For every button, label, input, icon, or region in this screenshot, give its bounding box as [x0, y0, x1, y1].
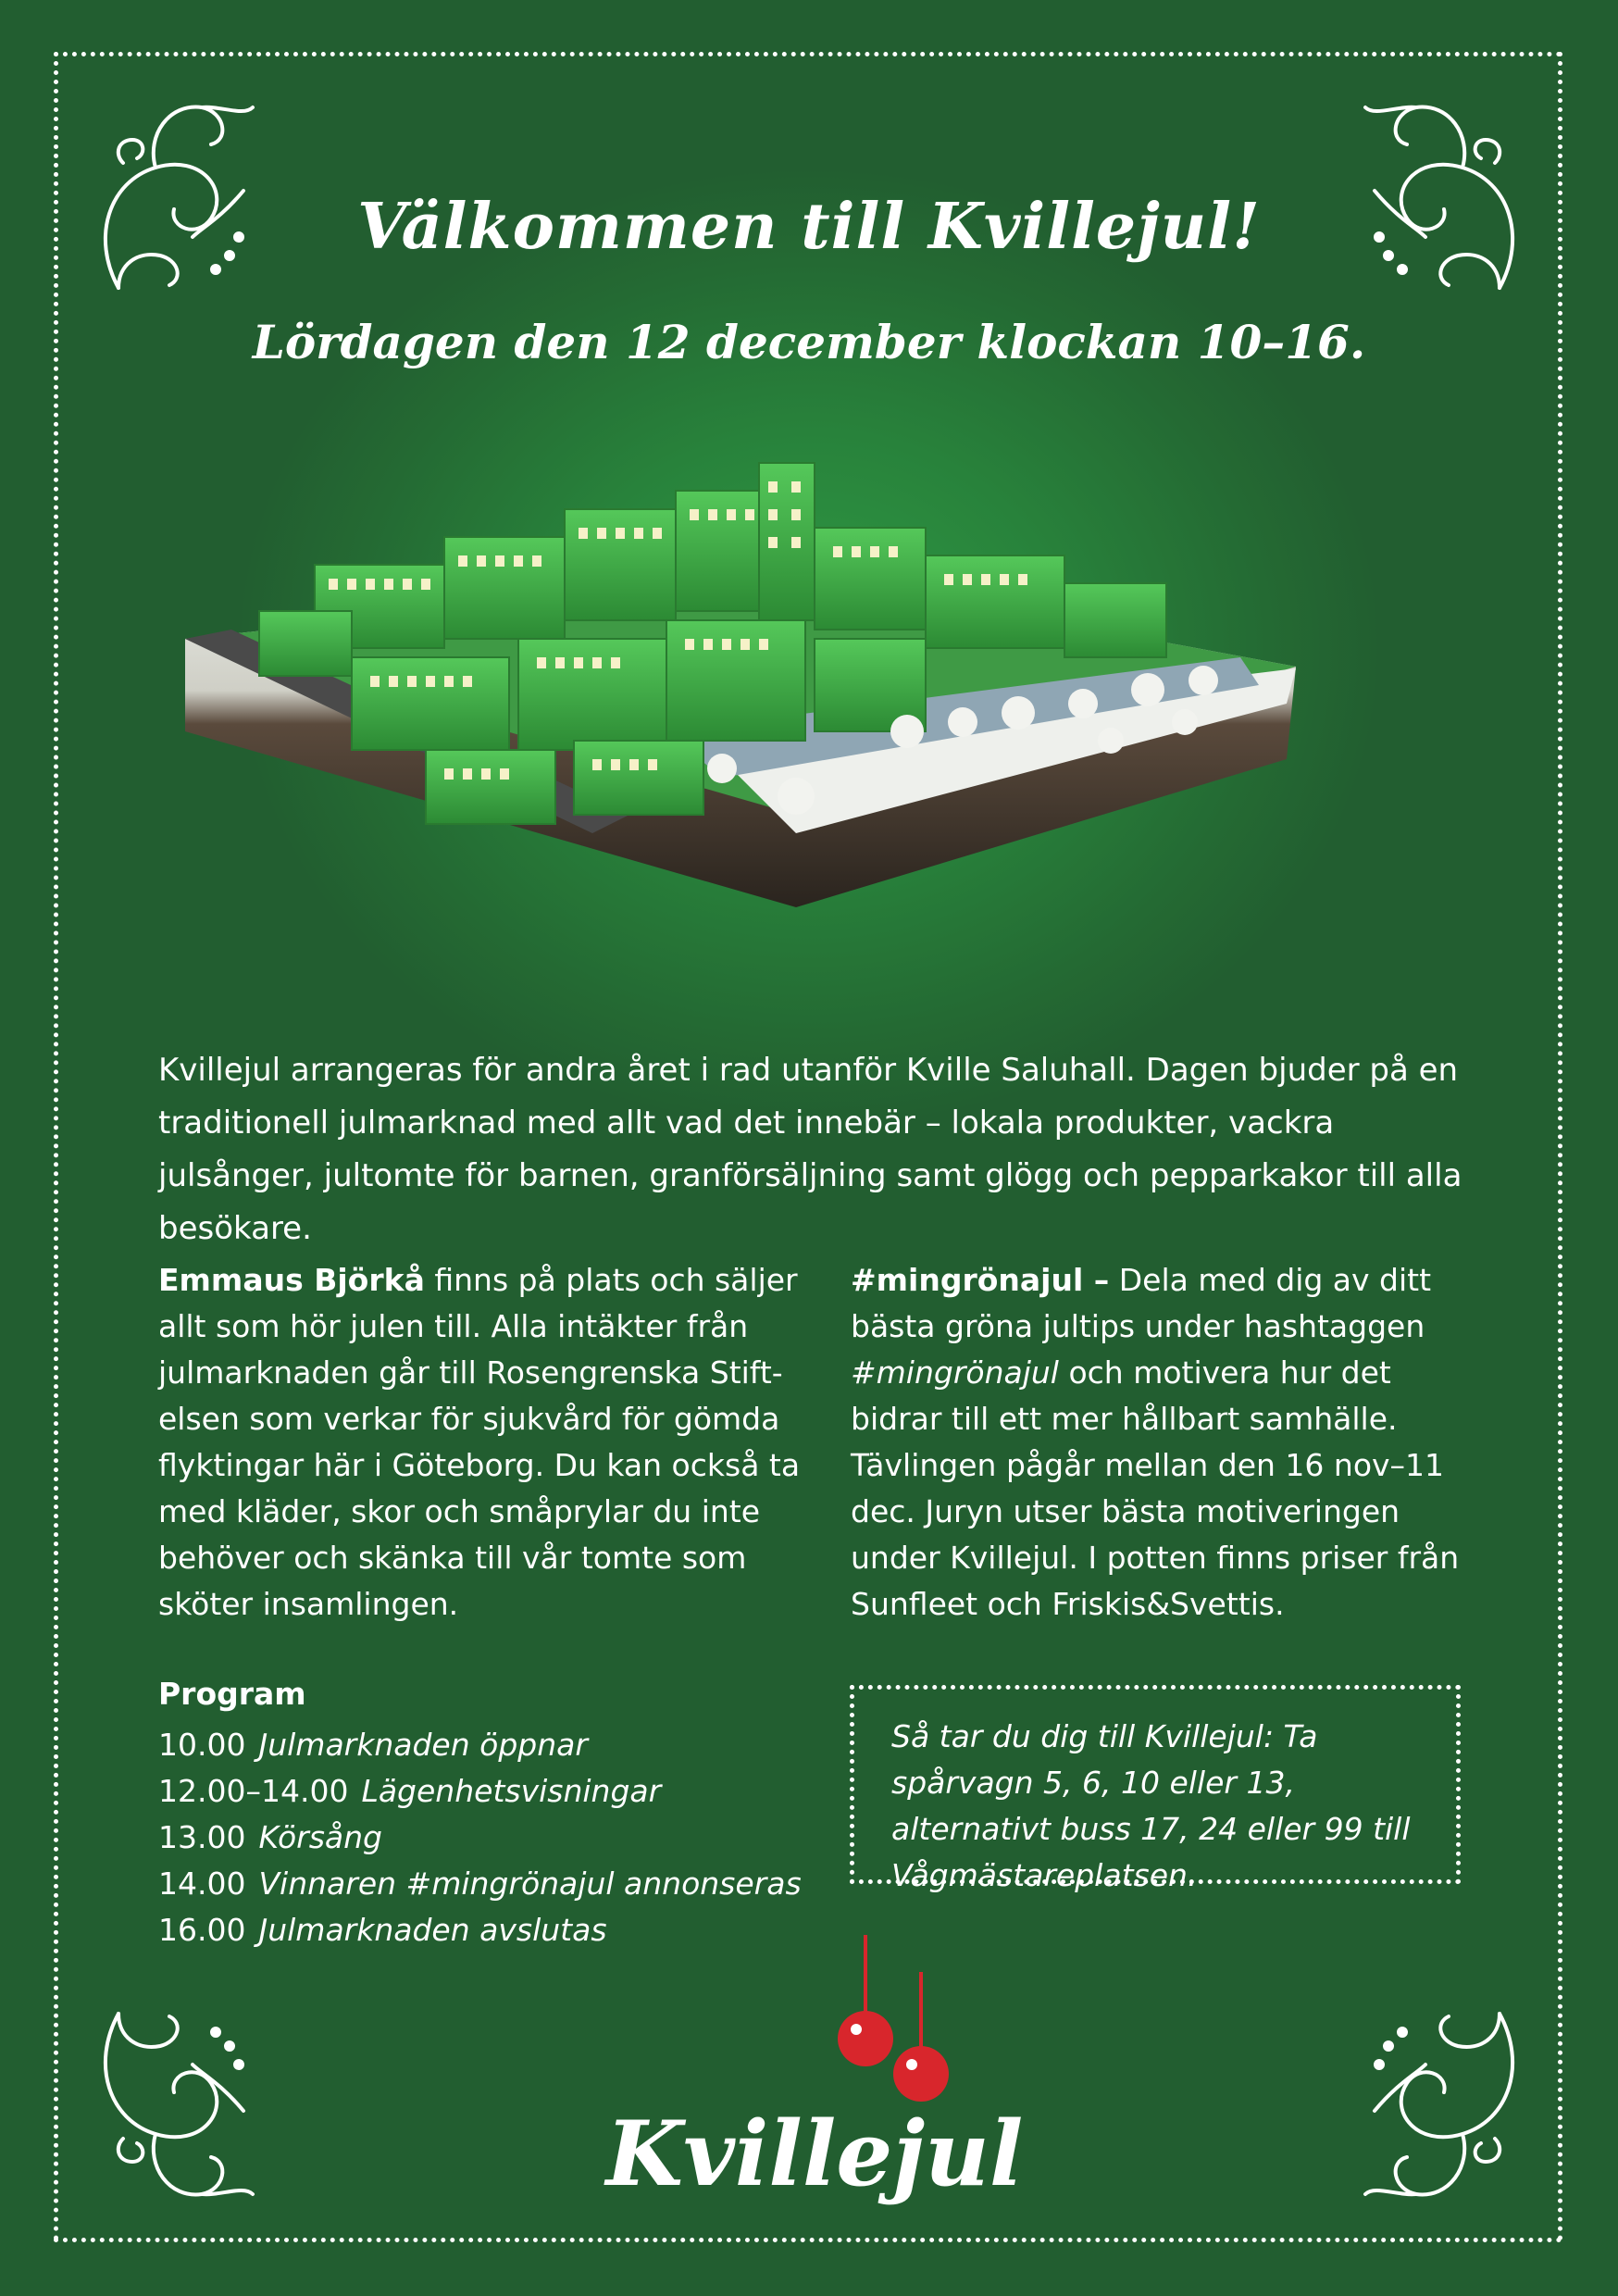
contest-paragraph	[851, 1257, 1480, 1628]
contest-text-2: och motivera hur det bidrar till ett mer hållbart samhälle. Tävlingen pågår mellan den 16 nov–11 dec. Juryn utser bästa motiveringen under Kvillejul. I potten finns priser från Sunfleet och Friskis&Svettis.	[851, 1354, 1460, 1622]
emmaus-text: finns på plats och säljer allt som hör julen till. Alla intäkter från julmarknaden går till Rosengrenska Stift- elsen som verkar för sjukvård för gömda flyktingar här i Göteborg. Du kan också ta med kläder, skor och småprylar du inte behöver och skänka till vår tomte som sköter insamlingen.	[158, 1262, 801, 1622]
bauble-right	[893, 2046, 949, 2102]
program-time: 13.00	[158, 1819, 246, 1855]
contest-lead: #mingrönajul –	[851, 1262, 1110, 1298]
logo-text: Kvillejul	[605, 2102, 1024, 2206]
program-title: Program	[158, 1676, 306, 1712]
program-event: Julmarknaden avslutas	[258, 1912, 607, 1948]
city-illustration	[148, 426, 1472, 1000]
program-event: Körsång	[258, 1819, 382, 1855]
event-date: Lördagen den 12 december klockan 10–16.	[252, 315, 1366, 369]
program-event: Lägenhetsvisningar	[361, 1773, 662, 1809]
program-item	[158, 1815, 802, 1861]
program-event: Vinnaren #mingrönajul annonseras	[258, 1866, 802, 1902]
program-item	[158, 1722, 802, 1768]
page-title: Välkommen till Kvillejul!	[357, 190, 1261, 264]
bauble-left	[838, 2011, 893, 2066]
program-item	[158, 1861, 802, 1907]
flourish-bottom-left-icon	[81, 1981, 257, 2222]
program-time: 10.00	[158, 1727, 246, 1763]
emmaus-paragraph	[158, 1257, 806, 1628]
program-time: 12.00–14.00	[158, 1773, 349, 1809]
intro-paragraph: Kvillejul arrangeras för andra året i rad utanför Kville Saluhall. Dagen bjuder på en traditionell julmarknad med allt vad det innebär – lokala produkter, vackra julsånger, jultomte för barnen, granförsäljning samt glögg och pepparkakor till alla besökare.	[158, 1052, 1462, 1247]
program-event: Julmarknaden öppnar	[258, 1727, 588, 1763]
program-time: 14.00	[158, 1866, 246, 1902]
flourish-bottom-right-icon	[1361, 1981, 1537, 2222]
contest-hashtag: #mingrönajul	[851, 1354, 1059, 1391]
kvillejul-logo	[605, 1935, 1024, 2213]
program-list	[158, 1722, 802, 1953]
emmaus-lead: Emmaus Björkå	[158, 1262, 425, 1298]
program-time: 16.00	[158, 1912, 246, 1948]
contest-text-1: Dela med dig av ditt bästa gröna jultips under hashtaggen	[851, 1262, 1432, 1344]
program-item	[158, 1768, 802, 1815]
travel-info-box: Så tar du dig till Kvillejul: Ta spårvagn 5, 6, 10 eller 13, alternativt buss 17, 24 eller 99 till Vågmästareplatsen.	[850, 1685, 1461, 1884]
